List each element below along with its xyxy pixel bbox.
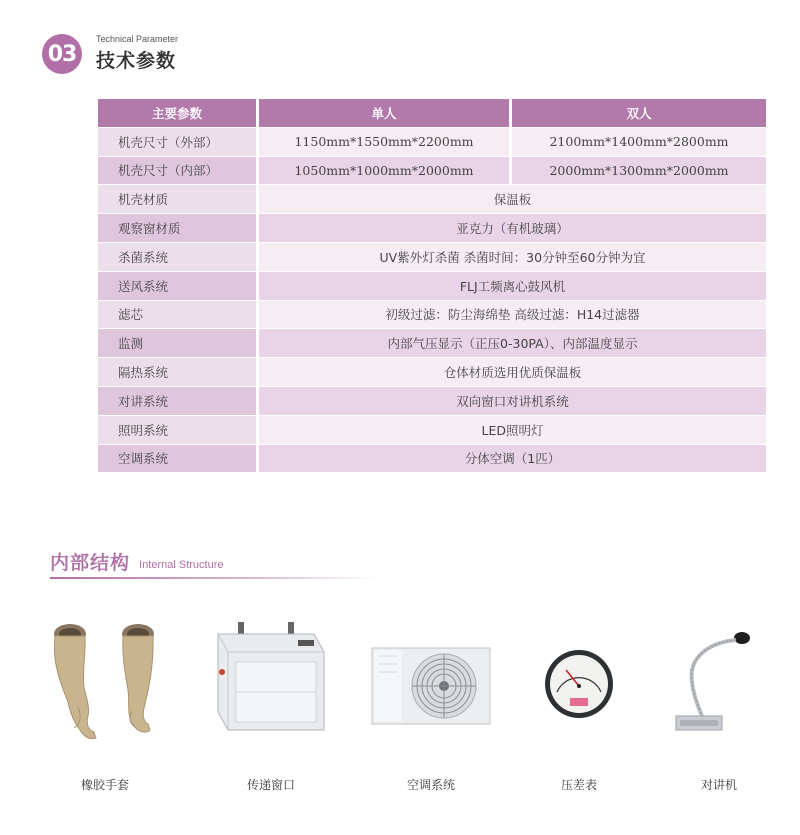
table-row: [98, 386, 766, 415]
structure-item-label: 对讲机: [700, 778, 737, 792]
header-param: 主要参数: [98, 99, 256, 127]
table-row: [98, 242, 766, 271]
section-title-zh: 技术参数: [96, 50, 177, 72]
row-value: 分体空调（1匹）: [259, 445, 766, 473]
row-param: 机壳尺寸（内部）: [98, 157, 256, 185]
air-conditioner-icon: [356, 612, 506, 757]
table-row: [98, 127, 766, 156]
header-single: 单人: [259, 99, 509, 127]
section-title-en: Technical Parameter: [96, 34, 179, 44]
row-param: 监测: [98, 329, 256, 357]
row-value: 仓体材质选用优质保温板: [259, 358, 766, 386]
structure-item-label: 传递窗口: [246, 778, 295, 792]
row-param: 空调系统: [98, 445, 256, 473]
row-param: 杀菌系统: [98, 243, 256, 271]
row-value: LED照明灯: [259, 416, 766, 444]
row-value: 保温板: [259, 185, 766, 213]
row-param: 观察窗材质: [98, 214, 256, 242]
row-value: UV紫外灯杀菌 杀菌时间：30分钟至60分钟为宜: [259, 243, 766, 271]
row-param: 滤芯: [98, 301, 256, 329]
spec-table: [98, 98, 766, 472]
structure-title-underline: [50, 577, 380, 579]
structure-item-pass-box: [196, 612, 346, 802]
row-double-value: 2000mm*1300mm*2000mm: [512, 157, 766, 185]
structure-title-en: Internal Structure: [139, 559, 224, 571]
structure-item-air-conditioner: [356, 612, 506, 802]
table-row: [98, 444, 766, 473]
table-row: [98, 415, 766, 444]
table-row: [98, 184, 766, 213]
structure-item-label: 橡胶手套: [80, 778, 129, 792]
structure-item-label: 压差表: [560, 778, 597, 792]
section-number-badge: 03: [42, 34, 82, 74]
structure-items: [30, 612, 770, 802]
row-value: 双向窗口对讲机系统: [259, 387, 766, 415]
row-param: 照明系统: [98, 416, 256, 444]
table-row: [98, 357, 766, 386]
row-single-value: 1050mm*1000mm*2000mm: [259, 157, 509, 185]
row-single-value: 1150mm*1550mm*2200mm: [259, 128, 509, 156]
structure-title: [50, 548, 223, 575]
row-double-value: 2100mm*1400mm*2800mm: [512, 128, 766, 156]
row-param: 送风系统: [98, 272, 256, 300]
table-row: [98, 271, 766, 300]
row-param: 对讲系统: [98, 387, 256, 415]
header-double: 双人: [512, 99, 766, 127]
row-param: 隔热系统: [98, 358, 256, 386]
table-row: [98, 213, 766, 242]
structure-item-label: 空调系统: [406, 778, 455, 792]
rubber-gloves-icon: [30, 612, 180, 757]
structure-item-pressure-gauge: [504, 612, 654, 802]
row-value: 亚克力（有机玻璃）: [259, 214, 766, 242]
row-value: 初级过滤：防尘海绵垫 高级过滤：H14过滤器: [259, 301, 766, 329]
row-param: 机壳尺寸（外部）: [98, 128, 256, 156]
pressure-gauge-icon: [504, 612, 654, 757]
row-value: FLJ工频离心鼓风机: [259, 272, 766, 300]
section-header: [42, 32, 342, 76]
table-row: [98, 328, 766, 357]
row-value: 内部气压显示（正压0-30PA）、内部温度显示: [259, 329, 766, 357]
table-header-row: [98, 98, 766, 127]
table-row: [98, 300, 766, 329]
structure-item-intercom: [644, 612, 794, 802]
intercom-microphone-icon: [644, 612, 794, 757]
structure-item-gloves: [30, 612, 180, 802]
pass-box-icon: [196, 612, 346, 757]
row-param: 机壳材质: [98, 185, 256, 213]
structure-title-zh: 内部结构: [50, 552, 131, 574]
table-row: [98, 156, 766, 185]
